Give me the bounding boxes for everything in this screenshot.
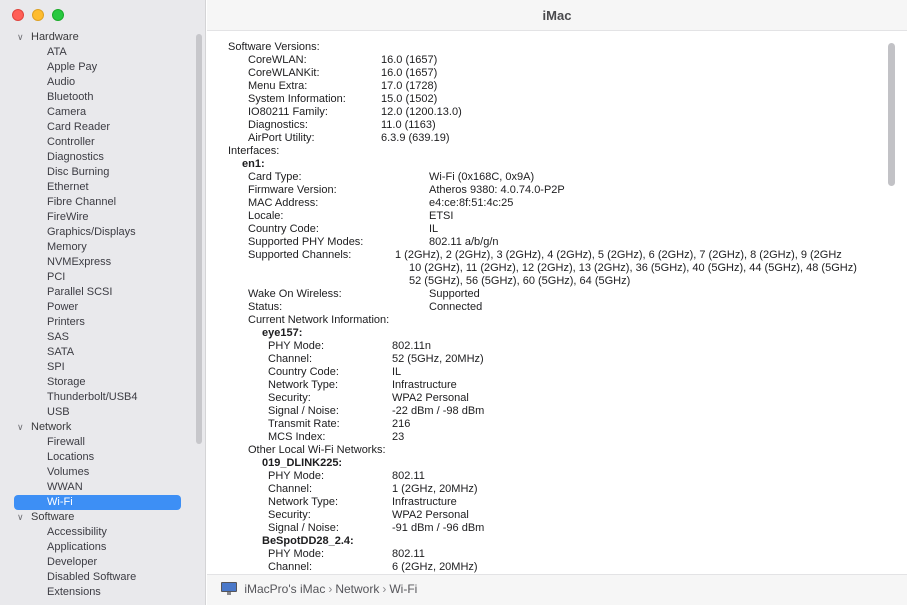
info-value: 216 xyxy=(392,418,411,430)
info-key: BeSpotDD28_2.4: xyxy=(262,535,354,547)
sidebar-item-label: Software xyxy=(31,511,75,523)
sidebar-item-graphics-displays[interactable] xyxy=(0,225,190,240)
sidebar-item-label: Camera xyxy=(47,106,87,118)
info-key: PHY Mode: xyxy=(268,470,325,482)
sidebar-item-ata[interactable] xyxy=(0,45,190,60)
info-value: 802.11 xyxy=(392,548,425,560)
info-key: Security: xyxy=(268,509,311,521)
sidebar-item-thunderbolt-usb4[interactable] xyxy=(0,390,190,405)
sidebar-item-label: Parallel SCSI xyxy=(47,286,113,298)
info-value: 1 (2GHz), 2 (2GHz), 3 (2GHz), 4 (2GHz), 5 (2GHz), 6 (2GHz), 7 (2GHz), 8 (2GHz), 9 (2GHz xyxy=(395,249,842,261)
sidebar-tree xyxy=(0,30,190,600)
info-value: 10 (2GHz), 11 (2GHz), 12 (2GHz), 13 (2GHz), 36 (5GHz), 40 (5GHz), 44 (5GHz), 48 (5GHz) xyxy=(409,262,857,274)
sidebar-item-label: FireWire xyxy=(47,211,89,223)
sidebar-item-label: Ethernet xyxy=(47,181,89,193)
sidebar-category-hardware[interactable] xyxy=(0,30,190,45)
info-key: AirPort Utility: xyxy=(248,132,315,144)
sidebar-item-label: SAS xyxy=(47,331,70,343)
sidebar-item-label: Graphics/Displays xyxy=(47,226,136,238)
info-key: System Information: xyxy=(248,93,346,105)
info-key: Supported PHY Modes: xyxy=(248,236,364,248)
sidebar-item-label: Locations xyxy=(47,451,95,463)
info-key: IO80211 Family: xyxy=(248,106,328,118)
info-key: Country Code: xyxy=(248,223,319,235)
sidebar-item-label: ATA xyxy=(47,46,67,58)
info-key: Wake On Wireless: xyxy=(248,288,342,300)
info-key: Channel: xyxy=(268,353,313,365)
sidebar-item-label: Audio xyxy=(47,76,76,88)
info-key: Diagnostics: xyxy=(248,119,308,131)
sidebar-item-label: Network xyxy=(31,421,72,433)
sidebar-item-power[interactable] xyxy=(0,300,190,315)
info-value: WPA2 Personal xyxy=(392,392,469,404)
info-key: Menu Extra: xyxy=(248,80,308,92)
info-value: 16.0 (1657) xyxy=(381,67,438,79)
info-key: Network Type: xyxy=(268,496,339,508)
sidebar-item-label: SATA xyxy=(47,346,75,358)
sidebar-item-disc-burning[interactable] xyxy=(0,165,190,180)
detail-content xyxy=(228,40,888,573)
sidebar-item-label: Power xyxy=(47,301,79,313)
breadcrumb xyxy=(207,574,907,605)
info-value: 12.0 (1200.13.0) xyxy=(381,106,462,118)
window-controls xyxy=(12,9,64,21)
sidebar-item-sata[interactable] xyxy=(0,345,190,360)
minimize-window-button[interactable] xyxy=(32,9,44,21)
sidebar-item-label: Volumes xyxy=(47,466,90,478)
chevron-down-icon[interactable]: ∨ xyxy=(17,32,24,42)
info-value: 6 (2GHz, 20MHz) xyxy=(392,561,478,573)
sidebar-item-usb[interactable] xyxy=(0,405,190,420)
sidebar-item-fibre-channel[interactable] xyxy=(0,195,190,210)
sidebar-item-controller[interactable] xyxy=(0,135,190,150)
sidebar-item-storage[interactable] xyxy=(0,375,190,390)
sidebar-item-applications[interactable] xyxy=(0,540,190,555)
chevron-down-icon[interactable]: ∨ xyxy=(17,422,24,432)
info-value: IL xyxy=(429,223,439,235)
info-value: ETSI xyxy=(429,210,454,222)
info-key: Interfaces: xyxy=(228,145,280,157)
info-key: Other Local Wi-Fi Networks: xyxy=(248,444,386,456)
sidebar-item-memory[interactable] xyxy=(0,240,190,255)
sidebar-item-wwan[interactable] xyxy=(0,480,190,495)
info-key: Status: xyxy=(248,301,283,313)
sidebar-item-label: NVMExpress xyxy=(47,256,112,268)
info-value: Atheros 9380: 4.0.74.0-P2P xyxy=(429,184,565,196)
info-value: e4:ce:8f:51:4c:25 xyxy=(429,197,514,209)
window-title: iMac xyxy=(207,0,907,31)
zoom-window-button[interactable] xyxy=(52,9,64,21)
sidebar-item-label: Apple Pay xyxy=(47,61,98,73)
info-key: Network Type: xyxy=(268,379,339,391)
sidebar-item-label: USB xyxy=(47,406,70,418)
info-key: CoreWLANKit: xyxy=(248,67,320,79)
info-key: Security: xyxy=(268,392,311,404)
sidebar-item-volumes[interactable] xyxy=(0,465,190,480)
info-value: -22 dBm / -98 dBm xyxy=(392,405,485,417)
info-value: 17.0 (1728) xyxy=(381,80,438,92)
info-value: 52 (5GHz), 56 (5GHz), 60 (5GHz), 64 (5GHz) xyxy=(409,275,631,287)
sidebar-item-bluetooth[interactable] xyxy=(0,90,190,105)
info-key: Country Code: xyxy=(268,366,339,378)
info-key: MAC Address: xyxy=(248,197,319,209)
breadcrumb-item[interactable]: Network xyxy=(335,582,380,596)
info-value: Infrastructure xyxy=(392,496,457,508)
sidebar-item-label: Diagnostics xyxy=(47,151,104,163)
sidebar-item-label: Printers xyxy=(47,316,85,328)
imac-icon xyxy=(221,582,237,595)
sidebar-item-pci[interactable] xyxy=(0,270,190,285)
info-key: Firmware Version: xyxy=(248,184,337,196)
info-key: MCS Index: xyxy=(268,431,326,443)
sidebar-item-card-reader[interactable] xyxy=(0,120,190,135)
sidebar-item-label: Extensions xyxy=(47,586,101,598)
info-key: Channel: xyxy=(268,483,313,495)
info-key: Software Versions: xyxy=(228,41,320,53)
sidebar-item-label: Controller xyxy=(47,136,95,148)
sidebar-item-ethernet[interactable] xyxy=(0,180,190,195)
sidebar-item-label: Memory xyxy=(47,241,87,253)
sidebar-item-label: Thunderbolt/USB4 xyxy=(47,391,138,403)
sidebar-scrollbar[interactable] xyxy=(196,34,202,444)
close-window-button[interactable] xyxy=(12,9,24,21)
sidebar-item-locations[interactable] xyxy=(0,450,190,465)
info-value: 52 (5GHz, 20MHz) xyxy=(392,353,484,365)
breadcrumb-item[interactable]: Wi-Fi xyxy=(389,582,418,596)
info-key: Signal / Noise: xyxy=(268,405,339,417)
sidebar-item-firewall[interactable] xyxy=(0,435,190,450)
info-key: Current Network Information: xyxy=(248,314,390,326)
sidebar-item-diagnostics[interactable] xyxy=(0,150,190,165)
info-value: 11.0 (1163) xyxy=(381,119,436,131)
sidebar-item-parallel-scsi[interactable] xyxy=(0,285,190,300)
info-value: Wi-Fi (0x168C, 0x9A) xyxy=(429,171,535,183)
chevron-down-icon[interactable]: ∨ xyxy=(17,512,24,522)
info-value: 6.3.9 (639.19) xyxy=(381,132,450,144)
sidebar-item-label: Wi-Fi xyxy=(47,496,73,508)
info-value: 802.11 a/b/g/n xyxy=(429,236,499,248)
info-key: Signal / Noise: xyxy=(268,522,339,534)
sidebar-item-label: Fibre Channel xyxy=(47,196,117,208)
info-value: 802.11 xyxy=(392,470,425,482)
info-key: Locale: xyxy=(248,210,284,222)
sidebar-item-disabled-software[interactable] xyxy=(0,570,190,585)
info-key: Transmit Rate: xyxy=(268,418,340,430)
sidebar-item-camera[interactable] xyxy=(0,105,190,120)
sidebar-category-software[interactable] xyxy=(0,510,190,525)
sidebar-item-label: Disabled Software xyxy=(47,571,137,583)
info-value: Connected xyxy=(429,301,483,313)
breadcrumb-separator: › xyxy=(382,582,387,596)
info-value: Supported xyxy=(429,288,480,300)
breadcrumb-separator: › xyxy=(328,582,333,596)
sidebar-item-wi-fi[interactable] xyxy=(14,495,181,510)
sidebar-item-developer[interactable] xyxy=(0,555,190,570)
info-key: CoreWLAN: xyxy=(248,54,307,66)
sidebar-item-accessibility[interactable] xyxy=(0,525,190,540)
info-value: -91 dBm / -96 dBm xyxy=(392,522,485,534)
sidebar-item-label: WWAN xyxy=(47,481,83,493)
info-value: 23 xyxy=(392,431,405,443)
content-scrollbar[interactable] xyxy=(888,43,895,186)
sidebar-item-sas[interactable] xyxy=(0,330,190,345)
sidebar-item-label: Card Reader xyxy=(47,121,110,133)
sidebar-item-label: Applications xyxy=(47,541,107,553)
info-key: Channel: xyxy=(268,561,313,573)
sidebar-item-label: Bluetooth xyxy=(47,91,94,103)
sidebar-item-spi[interactable] xyxy=(0,360,190,375)
sidebar-item-label: SPI xyxy=(47,361,65,373)
info-key: eye157: xyxy=(262,327,303,339)
sidebar-item-apple-pay[interactable] xyxy=(0,60,190,75)
sidebar-item-printers[interactable] xyxy=(0,315,190,330)
breadcrumb-item[interactable]: iMacPro's iMac xyxy=(244,582,326,596)
info-value: Infrastructure xyxy=(392,379,457,391)
sidebar-item-label: Storage xyxy=(47,376,86,388)
sidebar-item-audio[interactable] xyxy=(0,75,190,90)
sidebar-item-nvmexpress[interactable] xyxy=(0,255,190,270)
sidebar-item-firewire[interactable] xyxy=(0,210,190,225)
info-value: 802.11n xyxy=(392,340,431,352)
sidebar-item-label: Firewall xyxy=(47,436,85,448)
sidebar-item-label: Accessibility xyxy=(47,526,107,538)
info-key: en1: xyxy=(242,158,265,170)
info-value: 1 (2GHz, 20MHz) xyxy=(392,483,478,495)
sidebar-item-extensions[interactable] xyxy=(0,585,190,600)
info-key: 019_DLINK225: xyxy=(262,457,343,469)
sidebar-item-label: Developer xyxy=(47,556,98,568)
sidebar-item-label: Disc Burning xyxy=(47,166,110,178)
sidebar-item-label: PCI xyxy=(47,271,66,283)
info-value: WPA2 Personal xyxy=(392,509,469,521)
info-value: 16.0 (1657) xyxy=(381,54,438,66)
info-value: 15.0 (1502) xyxy=(381,93,438,105)
sidebar-item-label: Hardware xyxy=(31,31,79,43)
info-key: Card Type: xyxy=(248,171,302,183)
info-key: PHY Mode: xyxy=(268,548,325,560)
info-key: Supported Channels: xyxy=(248,249,352,261)
info-value: IL xyxy=(392,366,402,378)
info-key: PHY Mode: xyxy=(268,340,325,352)
sidebar-category-network[interactable] xyxy=(0,420,190,435)
main-panel xyxy=(207,0,907,605)
sidebar xyxy=(0,0,206,605)
